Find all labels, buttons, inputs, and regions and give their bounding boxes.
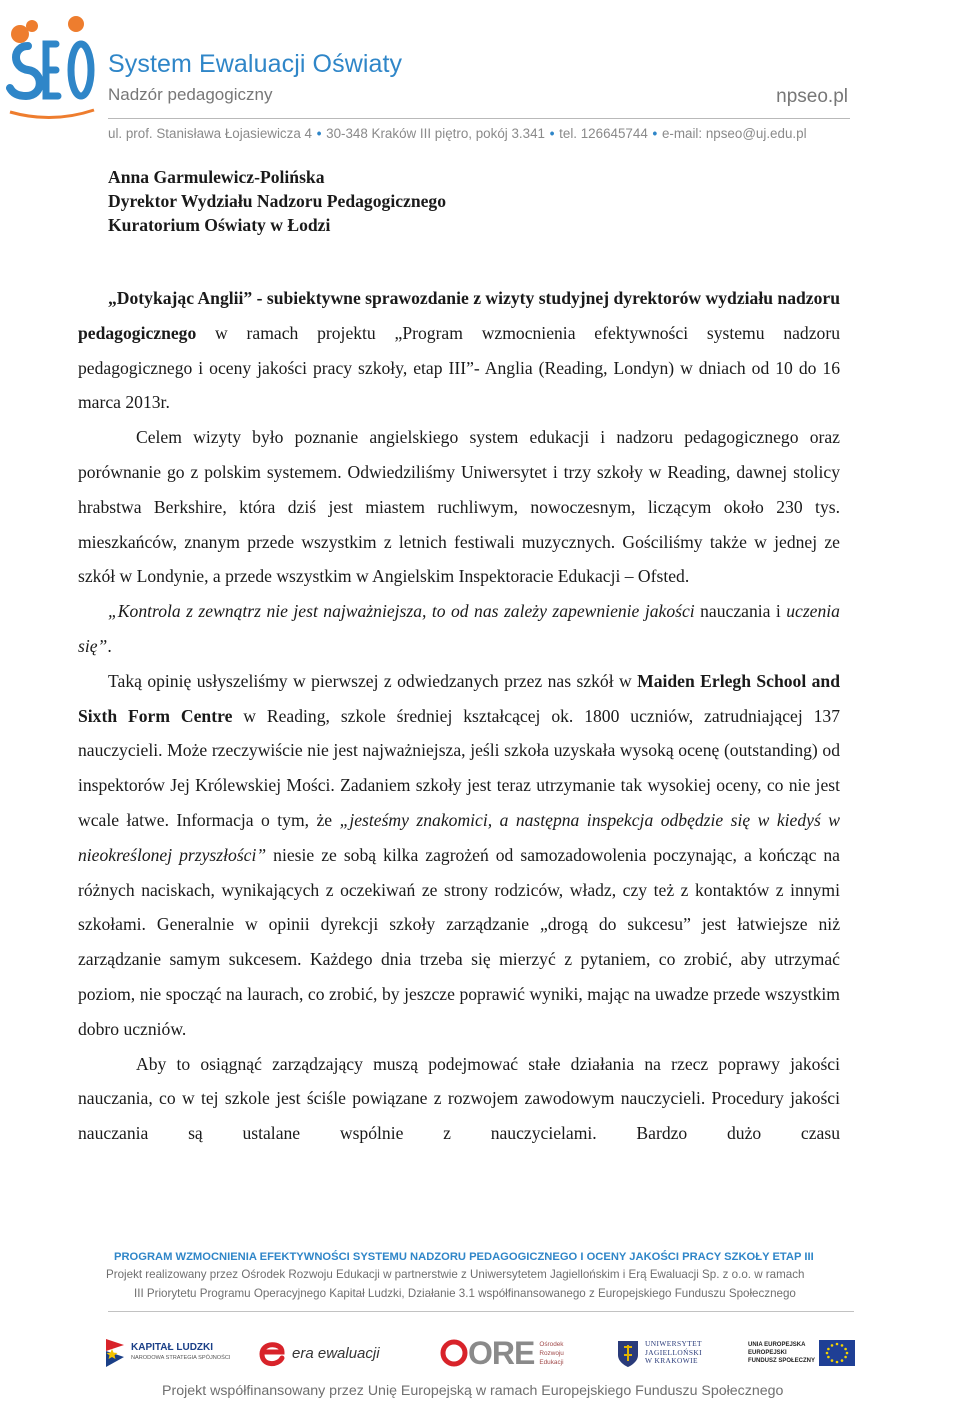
quote-plain: nauczania i: [694, 601, 787, 622]
recipient-position: Dyrektor Wydziału Nadzoru Pedagogicznego: [108, 191, 447, 211]
ue-word-3: FUNDUSZ SPOŁECZNY: [748, 1358, 816, 1364]
era-e-icon: [258, 1336, 288, 1370]
footer-program-line: PROGRAM WZMOCNIENIA EFEKTYWNOŚCI SYSTEMU NADZORU PEDAGOGICZNEGO I OCENY JAKOŚCI PRACY SZKOŁY ETAP III: [114, 1251, 814, 1263]
paragraph-quote: [78, 594, 840, 664]
address-phone: tel. 126645744: [559, 126, 648, 141]
brand-title: System Ewaluacji Oświaty: [108, 50, 403, 78]
paragraph-intro: [78, 281, 840, 420]
cofinance-line: Projekt współfinansowany przez Unię Europejską w ramach Europejskiego Funduszu Społecznego: [162, 1383, 784, 1399]
footer-partners-line: Projekt realizowany przez Ośrodek Rozwoju Edukacji w partnerstwie z Uniwersytetem Jagiellońskim i Erą Ewaluacji Sp. z o.o. w ramach: [106, 1268, 805, 1281]
paragraph-purpose: Celem wizyty było poznanie angielskiego system edukacji i nadzoru pedagogicznego oraz porównanie go z polskim systemem. Odwiedziliśmy Uniwersytet i trzy szkoły w Reading, dawnej stolicy hrabstwa Berkshire, która dziś jest miastem ruchliwym, nowoczesnym, liczącym około 230 tys. mieszkańców, znanym przede wszystkim z letnich festiwali muzycznych. Gościliśmy także w jednej ze szkół w Londynie, a przede wszystkim w Angielskim Inspektoracie Edukacji – Ofsted.: [78, 427, 840, 587]
recipient-block: [108, 165, 446, 237]
footer-divider: [108, 1311, 854, 1312]
uj-logo: [616, 1330, 702, 1376]
school-text-c: niesie ze sobą kilka zagrożeń od samozadowolenia poczynając, a kończąc na różnych naciskach, wynikających z oczekiwań ze strony rodziców, władz, czy też z kontaktów z innymi szkołami. Generalnie w opinii dyrekcji szkoły zarządzanie „drogą do sukcesu” jest łatwiejsze niż zarządzanie samym sukcesem. Każdego dnia trzeba się mierzyć z pytaniem, co zrobić, aby utrzymać poziom, nie spocząć na laurach, co zrobić, by jeszcze poprawić wyniki, mając na uwadze przede wszystkim dobro uczniów.: [78, 844, 840, 1039]
uj-word-3: W KRAKOWIE: [645, 1356, 698, 1366]
seo-logo-mark: [6, 12, 98, 120]
footer-priority-line: III Priorytetu Programu Operacyjnego Kapitał Ludzki, Działanie 3.1 współfinansowanego z Europejskiego Funduszu Społecznego: [134, 1287, 796, 1300]
ore-letters: ORE: [468, 1334, 535, 1371]
recipient-name: Anna Garmulewicz-Polińska: [108, 167, 325, 187]
quote-part-a: „Kontrola z zewnątrz nie jest najważniejsza, to od nas zależy zapewnienie jakości: [108, 601, 695, 622]
quote-end: .: [107, 635, 112, 656]
address-city: 30-348 Kraków III piętro, pokój 3.341: [326, 126, 545, 141]
website-link[interactable]: npseo.pl: [776, 86, 848, 107]
address-line: [108, 126, 807, 141]
ore-word-3: Edukacji: [539, 1358, 564, 1366]
ue-word-2: EUROPEJSKI: [748, 1350, 787, 1356]
era-text: era ewaluacji: [292, 1344, 380, 1362]
recipient-office: Kuratorium Oświaty w Łodzi: [108, 215, 331, 235]
ore-word-1: Ośrodek: [539, 1340, 564, 1348]
era-ewaluacji-logo: [258, 1330, 380, 1376]
school-quote: „jesteśmy znakomici, a następna inspekcja odbędzie się w kiedyś w nieokreślonej przyszłości”: [78, 809, 840, 865]
bullet-icon: •: [652, 126, 658, 141]
intro-text: w ramach projektu „Program wzmocnienia efektywności systemu nadzoru pedagogicznego i oceny jakości pracy szkoły, etap III”- Anglia (Reading, Londyn) w dniach od 10 do 16 marca 2013r.: [78, 322, 840, 413]
ue-word-1: UNIA EUROPEJSKA: [748, 1342, 806, 1348]
quote-part-b: uczenia się”: [78, 601, 840, 656]
eu-flag-icon: [819, 1340, 855, 1366]
school-text-b: w Reading, szkole średniej kształcącej ok. 1800 uczniów, zatrudniającej 137 nauczycieli. Może rzeczywiście nie jest najważniejsza, jeśli szkoła uzyskała wysoką ocenę (outstanding) od inspektorów Jej Królewskiej Mości. Zadaniem szkoły jest teraz utrzymanie tak wysokiej oceny, co nie jest wcale łatwe. Informacja o tym, że: [78, 705, 840, 830]
ore-logo: [440, 1330, 564, 1376]
report-title: „Dotykając Anglii” - subiektywne sprawozdanie z wizyty studyjnej dyrektorów wydziału nadzoru pedagogicznego: [78, 288, 840, 343]
address-email[interactable]: e-mail: npseo@uj.edu.pl: [661, 126, 807, 141]
uj-crest-icon: [616, 1337, 640, 1369]
bullet-icon: •: [549, 126, 555, 141]
brand-subtitle: Nadzór pedagogiczny: [108, 85, 273, 104]
paragraph-quality: Aby to osiągnąć zarządzający muszą podejmować stałe działania na rzecz poprawy jakości nauczania, co w tej szkole jest ściśle powiązane z rozwojem zawodowym nauczycieli. Procedury jakości nauczania są ustalane wspólnie z nauczycielami. Bardzo dużo czasu: [78, 1053, 840, 1144]
uj-word-1: UNIWERSYTET: [645, 1339, 702, 1349]
kapital-title: KAPITAŁ LUDZKI: [131, 1342, 214, 1353]
document-body: [78, 281, 840, 1151]
uj-word-2: JAGIELLOŃSKI: [645, 1347, 702, 1357]
ore-circle-icon: [440, 1339, 468, 1367]
kapital-subtitle: NARODOWA STRATEGIA SPÓJNOŚCI: [131, 1355, 231, 1361]
star-flag-icon: [104, 1337, 126, 1369]
eu-logo: [748, 1330, 855, 1376]
school-name: Maiden Erlegh School and Sixth Form Centre: [78, 670, 841, 726]
ore-word-2: Rozwoju: [539, 1349, 564, 1357]
paragraph-school: [78, 664, 840, 1047]
kapital-ludzki-logo: [104, 1330, 230, 1376]
header-divider: [108, 118, 850, 119]
bullet-icon: •: [316, 126, 322, 141]
address-street: ul. prof. Stanisława Łojasiewicza 4: [108, 126, 312, 141]
school-text-a: Taką opinię usłyszeliśmy w pierwszej z odwiedzanych przez nas szkół w: [108, 670, 638, 691]
